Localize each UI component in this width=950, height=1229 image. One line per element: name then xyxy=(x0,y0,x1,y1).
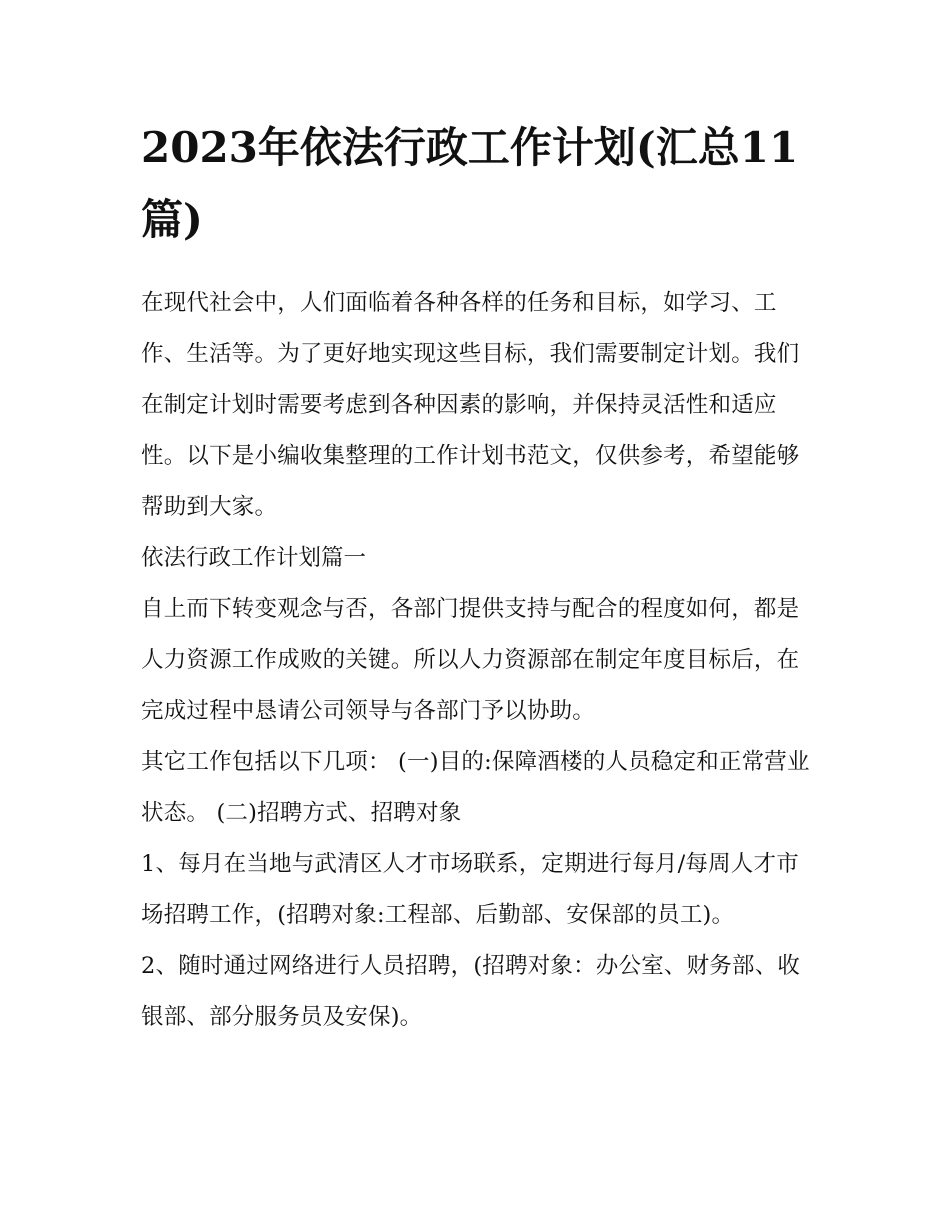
body-paragraph: 其它工作包括以下几项： (一)目的:保障酒楼的人员稳定和正常营业状态。 (二)招聘方式、招聘对象 xyxy=(141,749,810,826)
document-title: 2023年依法行政工作计划(汇总11篇) xyxy=(141,123,799,244)
list-item-paragraph: 2、随时通过网络进行人员招聘，(招聘对象：办公室、财务部、收银部、部分服务员及安保)。 xyxy=(141,953,801,1030)
list-item-paragraph: 1、每月在当地与武清区人才市场联系，定期进行每月/每周人才市场招聘工作，(招聘对象:工程部、后勤部、安保部的员工)。 xyxy=(141,851,799,928)
body-paragraph: 自上而下转变观念与否，各部门提供支持与配合的程度如何，都是人力资源工作成败的关键。所以人力资源部在制定年度目标后，在完成过程中恳请公司领导与各部门予以协助。 xyxy=(141,596,800,724)
intro-paragraph: 在现代社会中，人们面临着各种各样的任务和目标，如学习、工作、生活等。为了更好地实现这些目标，我们需要制定计划。我们在制定计划时需要考虑到各种因素的影响，并保持灵活性和适应性。以下是小编收集整理的工作计划书范文，仅供参考，希望能够帮助到大家。 xyxy=(141,290,800,520)
document-page xyxy=(141,112,821,1043)
section-heading: 依法行政工作计划篇一 xyxy=(141,545,367,571)
